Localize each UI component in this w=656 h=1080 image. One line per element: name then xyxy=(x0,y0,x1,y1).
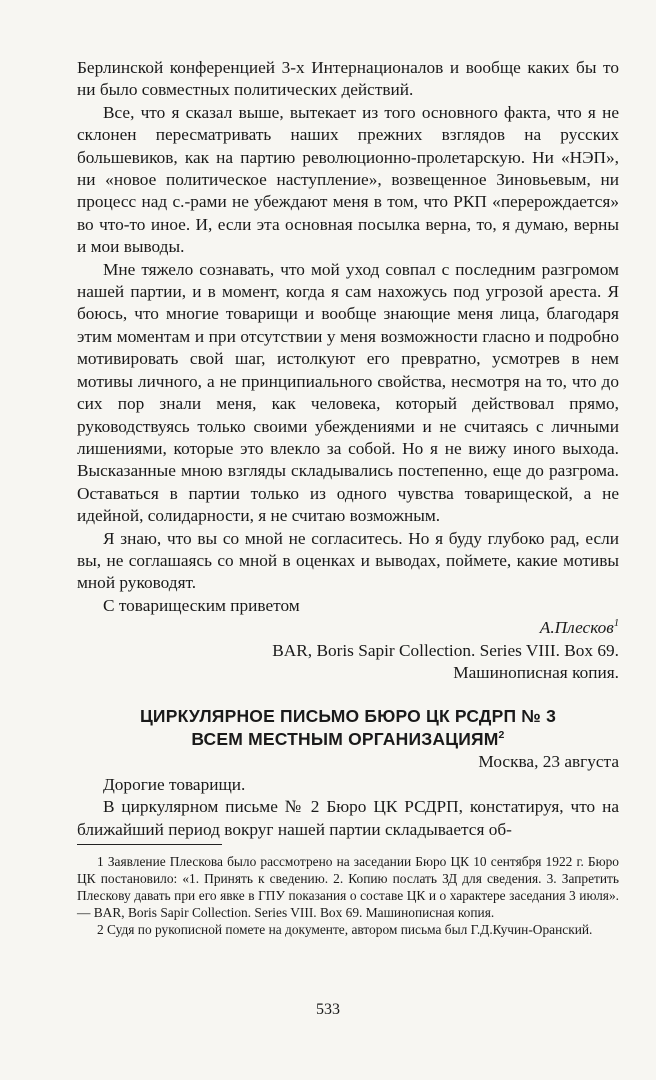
paragraph: Я знаю, что вы со мной не согласитесь. Но я буду глубоко рад, если вы, не соглашаясь со мной в оценках и выводах, поймете, какие мотивы мной руководят. xyxy=(77,528,619,593)
greeting: Дорогие товарищи. xyxy=(103,774,246,794)
footnote-ref: 2 xyxy=(498,729,505,742)
footnote-ref: 1 xyxy=(613,618,619,630)
heading-text: ВСЕМ МЕСТНЫМ ОРГАНИЗАЦИЯМ xyxy=(191,729,499,750)
signature xyxy=(77,617,619,639)
paragraph: Все, что я сказал выше, вытекает из того основного факта, что я не склонен пересматривать наших прежних взглядов на русских большевиков, как на партию революционно-пролетарскую. Ни «НЭП», ни «новое политическое наступление», возвещенное Зиновьевым, ни процесс над с.-рами не убеждают меня в том, что РКП «перерождается» во что-то иное. И, если эта основная посылка верна, то, я думаю, верны и мои выводы. xyxy=(77,102,619,257)
signature-name: А.Плесков xyxy=(539,618,614,638)
paragraph: Берлинской конференцией 3-х Интернационалов и вообще каких бы то ни было совместных политических действий. xyxy=(77,58,619,100)
copy-type: Машинописная копия. xyxy=(453,662,619,682)
footnote: 1 Заявление Плескова было рассмотрено на заседании Бюро ЦК 10 сентября 1922 г. Бюро ЦК постановило: «1. Принять к сведению. 2. Копию послать ЗД для сведения. 3. Запретить Плескову давать при его явке в ГПУ показания о составе ЦК и о характере заседания 3 июля». — BAR, Boris Sapir Collection. Series VIII. Box 69. Машинописная копия. xyxy=(77,854,619,920)
main-text xyxy=(77,57,619,841)
document-heading xyxy=(77,705,619,751)
closing-line: С товарищеским приветом xyxy=(103,595,300,615)
document-date: Москва, 23 августа xyxy=(478,752,619,772)
footnote: 2 Судя по рукописной помете на документе, автором письма был Г.Д.Кучин-Оранский. xyxy=(97,922,593,937)
footnote-divider xyxy=(77,844,222,845)
footnotes xyxy=(77,853,619,938)
page-number: 533 xyxy=(316,1001,340,1018)
heading-line: ЦИРКУЛЯРНОЕ ПИСЬМО БЮРО ЦК РСДРП № 3 xyxy=(139,706,557,727)
paragraph: В циркулярном письме № 2 Бюро ЦК РСДРП, констатируя, что на ближайший период вокруг нашей партии складывается об- xyxy=(77,797,619,839)
heading-line xyxy=(77,728,619,751)
source-line: BAR, Boris Sapir Collection. Series VIII. Box 69. xyxy=(272,640,619,660)
paragraph: Мне тяжело сознавать, что мой уход совпал с последним разгромом нашей партии, и в момент, когда я сам нахожусь под угрозой ареста. Я боюсь, что многие товарищи и вообще знающие меня лица, благодаря этим моментам и при отсутствии у меня возможности гласно и подробно мотивировать свой шаг, истолкуют его превратно, усмотрев в нем мотивы личного, а не принципиального свойства, несмотря на то, что до сих пор знали меня, как человека, который действовал прямо, руководствуясь только своими убеждениями и не считаясь с личными лишениями, которые это влекло за собой. Но я не вижу иного выхода. Высказанные мною взгляды складывались постепенно, еще до разгрома. Оставаться в партии только из одного чувства товарищеской, а не идейной, солидарности, я не считаю возможным. xyxy=(77,259,619,526)
